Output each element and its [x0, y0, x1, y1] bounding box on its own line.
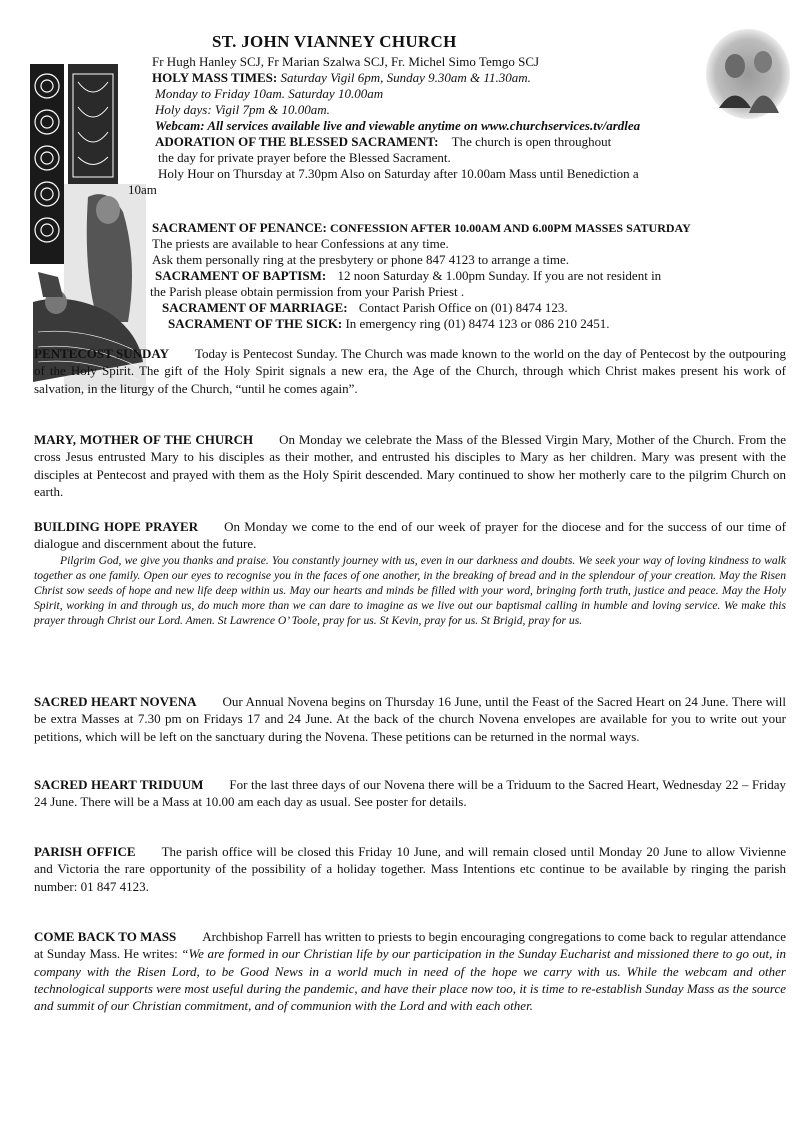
adoration-text-2: the day for private prayer before the Blessed Sacrament.	[158, 150, 451, 165]
comeback-text: Archbishop Farrell has written to priests to begin encouraging congregations to come back to regular attendance at Sunday Mass. He writes:	[34, 929, 786, 962]
hope-section	[34, 518, 786, 629]
adoration-text: The church is open throughout	[451, 134, 612, 149]
adoration-label: ADORATION OF THE BLESSED SACRAMENT:	[155, 134, 439, 149]
novena-section	[34, 693, 786, 745]
marriage-label: SACRAMENT OF MARRIAGE:	[162, 300, 348, 315]
mary-text: On Monday we celebrate the Mass of the Blessed Virgin Mary, Mother of the Church. From the cross Jesus entrusted Mary to his disciples as their mother, and entrusted his disciples to Mary as her children. Mary was present with the disciples at Pentecost and prayed with them as the Holy Spirit descended. Mary continued to show her motherly care to the pilgrim Church on earth.	[34, 432, 786, 499]
saints-portrait-image	[705, 28, 791, 120]
hope-prayer: Pilgrim God, we give you thanks and praise. You constantly journey with us, even in our darkness and doubts. We seek your way of loving kindness to walk together as one family. Open our eyes to recognise you in the faces of one another, in the breaking of bread and in the splendour of your creation. May the Risen Christ sow seeds of hope and new life deep within us. May our hearts and minds be filled with your word, bringing forth truth, justice and peace. May the Holy Spirit, working in and through us, do much more than we can dare to imagine as we live out our baptismal calling in humble and loving service. We make this prayer through Christ our Lord. Amen. St Lawrence O’ Toole, pray for us. St Kevin, pray for us. St Brigid, pray for us.	[34, 553, 786, 628]
novena-text: Our Annual Novena begins on Thursday 16 June, until the Feast of the Sacred Heart on 24 June. There will be extra Masses at 7.30 pm on Fridays 17 and 24 June. At the back of the church Novena envelopes are available for you to write out your petitions, which will be left on the sanctuary during the Novena. These petitions can be returned in the normal ways.	[34, 694, 786, 744]
holy-hour-cont: 10am	[128, 182, 157, 197]
pentecost-heading: PENTECOST SUNDAY	[34, 346, 169, 361]
penance-line-3: Ask them personally ring at the presbytery or phone 847 4123 to arrange a time.	[152, 252, 569, 267]
novena-heading: SACRED HEART NOVENA	[34, 694, 197, 709]
church-title: ST. JOHN VIANNEY CHURCH	[212, 32, 457, 51]
webcam-line: Webcam: All services available live and viewable anytime on www.churchservices.tv/ardlea	[155, 118, 641, 133]
triduum-section	[34, 776, 786, 811]
office-section	[34, 843, 786, 895]
weekday-times: Monday to Friday 10am. Saturday 10.00am	[155, 86, 384, 101]
baptism-label: SACRAMENT OF BAPTISM:	[155, 268, 327, 283]
penance-label: SACRAMENT OF PENANCE:	[152, 220, 327, 235]
mass-times-value: Saturday Vigil 6pm, Sunday 9.30am & 11.30am.	[280, 70, 531, 85]
sick-line	[168, 316, 610, 332]
adoration-line	[155, 134, 611, 150]
comeback-heading: COME BACK TO MASS	[34, 929, 177, 944]
office-text: The parish office will be closed this Friday 10 June, and will remain closed until Monday 20 June to allow Vivienne and Victoria the rare opportunity of the possibility of a holiday together. Mass Intentions etc continue to be available by ringing the parish number: 01 847 4123.	[34, 844, 787, 894]
pentecost-text: Today is Pentecost Sunday. The Church was made known to the world on the day of Pentecost by the outpouring of the Holy Spirit. The gift of the Holy Spirit signals a new era, the Age of the Church, through which Christ makes present his work of salvation, in the liturgy of the Church, “until he comes again”.	[34, 346, 786, 396]
baptism-text: 12 noon Saturday & 1.00pm Sunday. If you are not resident in	[337, 268, 662, 283]
baptism-line-2: the Parish please obtain permission from your Parish Priest .	[150, 284, 465, 299]
pentecost-section	[34, 345, 786, 397]
marriage-text: Contact Parish Office on (01) 8474 123.	[358, 300, 568, 315]
sick-label: SACRAMENT OF THE SICK:	[168, 316, 343, 331]
pieta-engraving-image	[28, 62, 146, 390]
penance-line-2: The priests are available to hear Confessions at any time.	[152, 236, 449, 251]
penance-line	[152, 220, 691, 236]
comeback-quote: “We are formed in our Christian life by our participation in the Sunday Eucharist and missioned there to go out, in company with the Risen Lord, to be Good News in a world much in need of the hope we carry with us. While the webcam and other technological supports were most useful during the pandemic, and have their place now too, it is time to re-establish Sunday Mass as the source and summit of our Christian commitment, and of communion with the Lord and with each other.	[34, 946, 787, 1014]
mary-section	[34, 431, 786, 500]
hope-text: On Monday we come to the end of our week of prayer for the diocese and for the success of our time of dialogue and discernment about the future.	[34, 519, 786, 552]
mass-times-line	[152, 70, 531, 86]
comeback-section	[34, 928, 786, 1014]
holy-days-times: Holy days: Vigil 7pm & 10.00am.	[155, 102, 330, 117]
clergy-line: Fr Hugh Hanley SCJ, Fr Marian Szalwa SCJ, Fr. Michel Simo Temgo SCJ	[152, 54, 540, 69]
office-heading: PARISH OFFICE	[34, 844, 136, 859]
marriage-line	[162, 300, 568, 316]
triduum-heading: SACRED HEART TRIDUUM	[34, 777, 204, 792]
holy-hour-line: Holy Hour on Thursday at 7.30pm Also on Saturday after 10.00am Mass until Benediction a	[158, 166, 639, 181]
mass-times-label: HOLY MASS TIMES:	[152, 70, 278, 85]
mary-heading: MARY, MOTHER OF THE CHURCH	[34, 432, 254, 447]
baptism-line	[155, 268, 661, 284]
triduum-text: For the last three days of our Novena there will be a Triduum to the Sacred Heart, Wednesday 22 – Friday 24 June. There will be a Mass at 10.00 am each day as usual. See poster for details.	[34, 777, 786, 810]
penance-text: CONFESSION AFTER 10.00AM AND 6.00PM MASSES SATURDAY	[330, 221, 691, 235]
hope-heading: BUILDING HOPE PRAYER	[34, 519, 199, 534]
sick-text: In emergency ring (01) 8474 123 or 086 210 2451.	[345, 316, 610, 331]
